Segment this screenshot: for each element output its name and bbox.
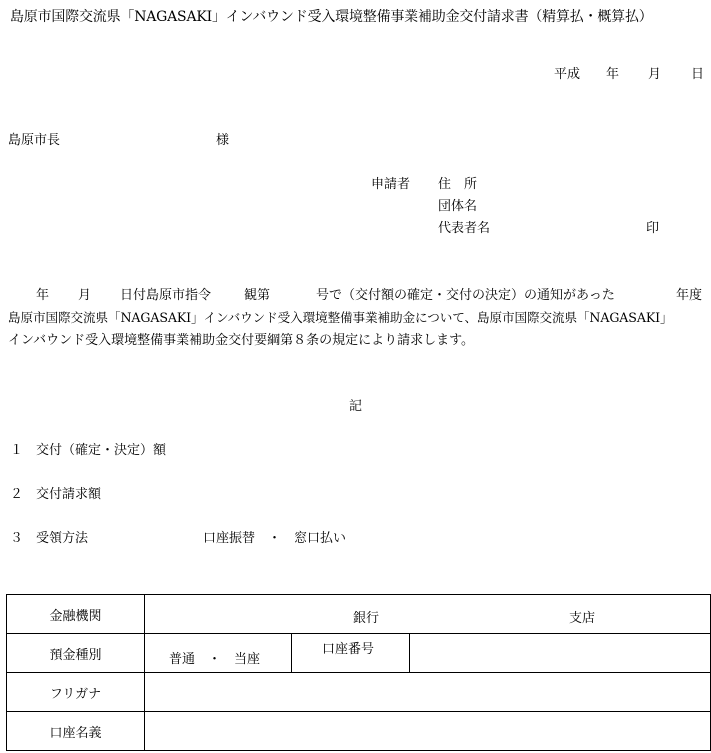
body-line-2: 島原市国際交流県「NAGASAKI」インバウンド受入環境整備事業補助金について、島原市国際交流県「NAGASAKI」 [8,310,673,325]
addressee-honorific: 様 [216,133,230,148]
item-2-number: ２ [10,487,24,502]
ki-heading: 記 [349,399,363,414]
item-3-number: ３ [10,531,24,546]
body-year: 年 [36,288,50,303]
item-3-label: 受領方法 [36,531,89,546]
table-row [7,634,711,673]
addressee-name: 島原市長 [8,133,61,148]
body-line-3: インバウンド受入環境整備事業補助金交付要綱第８条の規定により請求します。 [8,333,475,348]
branch-suffix: 支店 [569,611,596,626]
org-label: 団体名 [438,199,478,214]
applicant-label: 申請者 [371,177,411,192]
bank-suffix: 銀行 [353,611,380,626]
date-year: 年 [606,67,620,82]
body-fiscal-year: 年度 [676,288,703,303]
furigana-field[interactable] [145,673,711,712]
address-label: 住 所 [438,177,478,192]
account-number-field[interactable] [410,634,711,673]
document-title: 島原市国際交流県「NAGASAKI」インバウンド受入環境整備事業補助金交付請求書（精算払・概算払） [10,9,653,25]
seal-mark: 印 [646,221,660,236]
account-number-label-cell [292,634,410,673]
body-kan-dai: 観第 [244,288,271,303]
table-row [7,595,711,634]
date-month: 月 [648,67,662,82]
body-order-label: 日付島原市指令 [120,288,212,303]
item-1-number: １ [10,443,24,458]
bank-account-table [6,594,711,751]
representative-label: 代表者名 [438,221,491,236]
account-number-label: 口座番号 [322,642,375,657]
table-row [7,712,711,751]
table-row [7,673,711,712]
item-2-label: 交付請求額 [36,487,102,502]
account-name-label: 口座名義 [7,712,145,751]
deposit-type-label: 預金種別 [7,634,145,673]
deposit-type-field[interactable] [145,634,292,673]
body-month: 月 [78,288,92,303]
receipt-method-options: 口座振替 ・ 窓口払い [203,531,347,546]
date-day: 日 [691,67,705,82]
institution-field[interactable] [145,595,711,634]
account-name-field[interactable] [145,712,711,751]
item-1-label: 交付（確定・決定）額 [36,443,167,458]
body-notice-text: 号で（交付額の確定・交付の決定）の通知があった [316,288,615,303]
institution-label: 金融機関 [7,595,145,634]
furigana-label: フリガナ [7,673,145,712]
deposit-type-options: 普通 ・ 当座 [169,652,261,667]
date-era: 平成 [554,67,581,82]
